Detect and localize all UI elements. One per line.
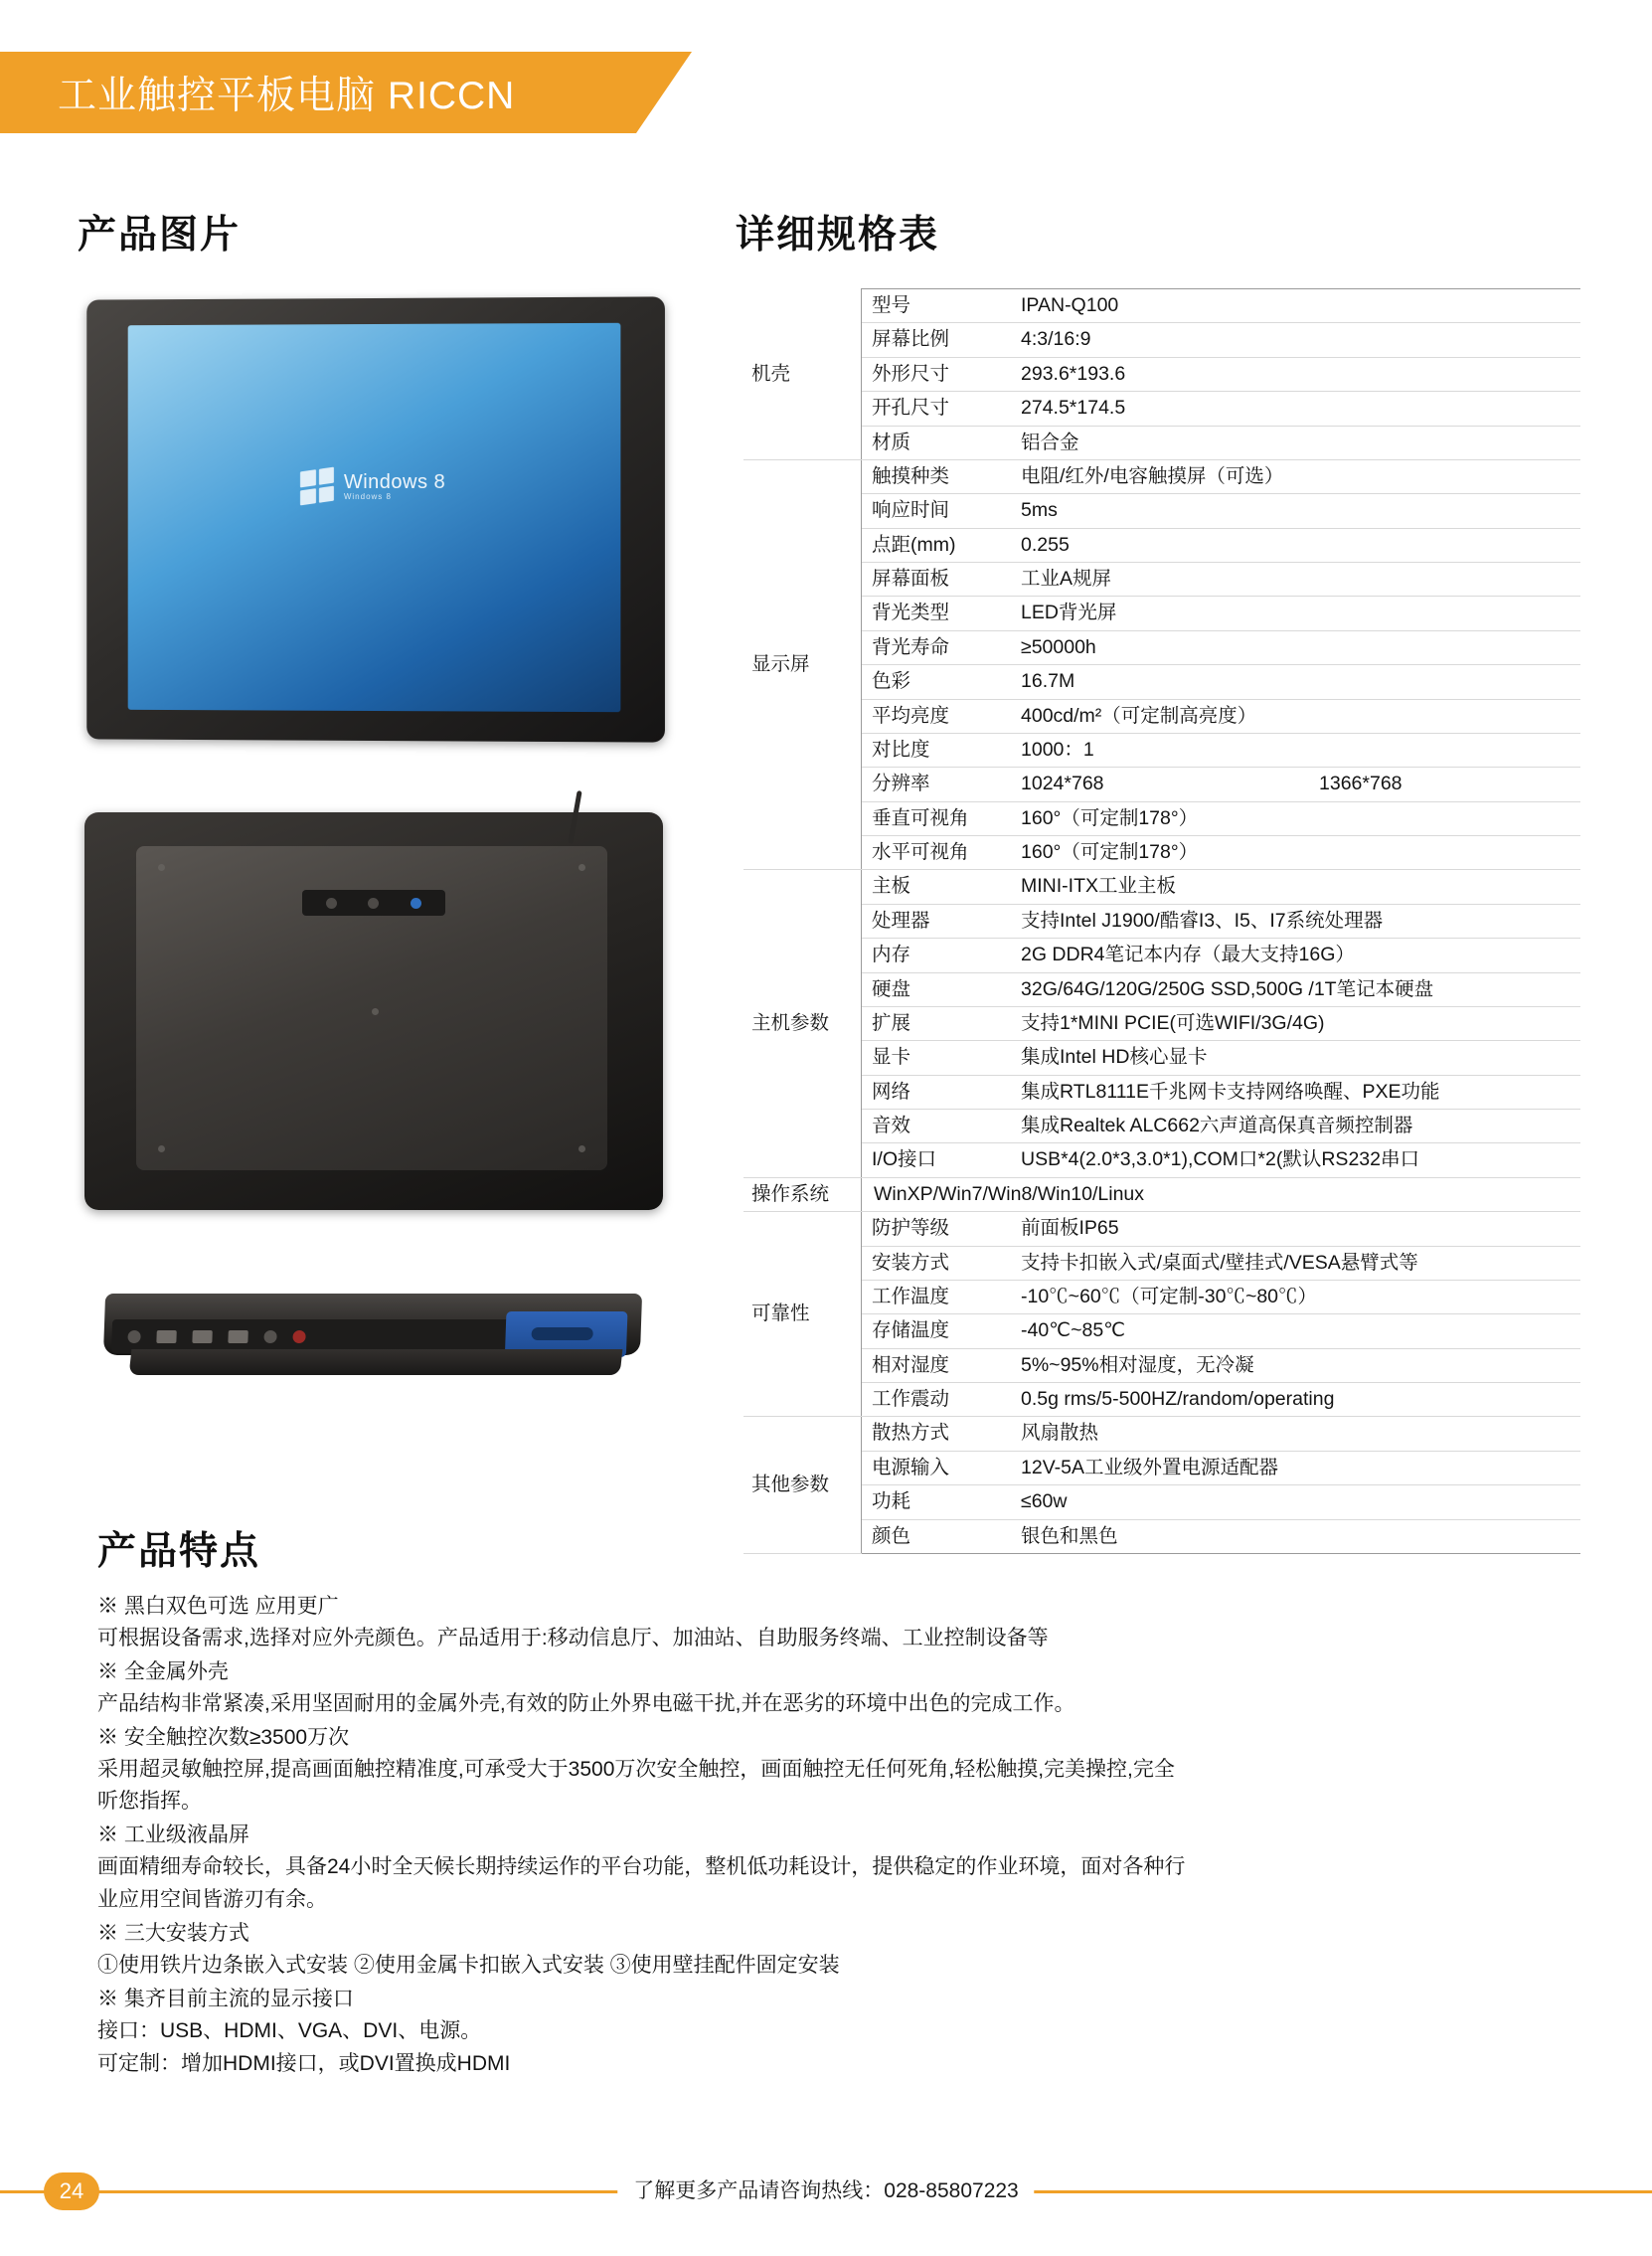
table-row xyxy=(743,1006,1580,1040)
spec-item-label: 屏幕比例 xyxy=(862,323,1010,357)
spec-item-value: -10℃~60℃（可定制-30℃~80℃） xyxy=(1009,1280,1580,1313)
spec-item-label: 色彩 xyxy=(862,665,1010,699)
table-row xyxy=(743,1348,1580,1382)
table-row xyxy=(743,733,1580,767)
product-features-heading: 产品特点 xyxy=(97,1530,261,1573)
spec-item-label: 屏幕面板 xyxy=(862,563,1010,597)
spec-item-value: 铝合金 xyxy=(1009,426,1580,459)
spec-item-label: 颜色 xyxy=(862,1519,1010,1553)
spec-item-value: 32G/64G/120G/250G SSD,500G /1T笔记本硬盘 xyxy=(1009,972,1580,1006)
spec-item-value: 5%~95%相对湿度，无冷凝 xyxy=(1009,1348,1580,1382)
spec-table-heading: 详细规格表 xyxy=(736,214,940,257)
feature-heading: ※ 全金属外壳 xyxy=(97,1659,229,1683)
windows-logo-icon xyxy=(300,469,445,503)
spec-item-value: 1000：1 xyxy=(1009,733,1580,767)
table-row xyxy=(743,323,1580,357)
table-row xyxy=(743,768,1580,801)
spec-item-label: 平均亮度 xyxy=(862,699,1010,733)
page-number-badge: 24 xyxy=(44,2172,99,2210)
io-port-plate xyxy=(111,1319,518,1353)
spec-item-label: 硬盘 xyxy=(862,972,1010,1006)
table-row xyxy=(743,1177,1580,1211)
spec-item-value: 风扇散热 xyxy=(1009,1417,1580,1451)
spec-item-label: 背光类型 xyxy=(862,597,1010,630)
spec-item-label: 响应时间 xyxy=(862,494,1010,528)
spec-item-label: 水平可视角 xyxy=(862,836,1010,870)
table-row xyxy=(743,1246,1580,1280)
spec-group-label: 显示屏 xyxy=(743,459,862,870)
power-port-icon xyxy=(127,1330,140,1343)
io-body xyxy=(103,1294,642,1355)
product-back-view-image xyxy=(84,812,663,1210)
spec-item-label: 材质 xyxy=(862,426,1010,459)
vga-port-icon xyxy=(156,1330,176,1343)
table-row xyxy=(743,1143,1580,1177)
product-image-gallery xyxy=(84,298,671,1399)
product-images-heading: 产品图片 xyxy=(78,214,242,257)
table-row xyxy=(743,563,1580,597)
spec-item-label: 型号 xyxy=(862,289,1010,323)
spec-item-label: 散热方式 xyxy=(862,1417,1010,1451)
spec-item-label: 扩展 xyxy=(862,1006,1010,1040)
product-io-view-image xyxy=(104,1272,641,1399)
spec-item-value: -40℃~85℃ xyxy=(1009,1314,1580,1348)
windows-flag-icon xyxy=(300,467,334,506)
spec-item-value: 2G DDR4笔记本内存（最大支持16G） xyxy=(1009,939,1580,972)
spec-item-value: 工业A规屏 xyxy=(1009,563,1580,597)
table-row xyxy=(743,1383,1580,1417)
table-row xyxy=(743,494,1580,528)
spec-item-value: 293.6*193.6 xyxy=(1009,357,1580,391)
windows-version-sublabel: Windows 8 xyxy=(343,491,392,501)
header-banner xyxy=(0,52,636,133)
table-row xyxy=(743,939,1580,972)
feature-text: 业应用空间皆游刃有余。 xyxy=(97,1888,327,1912)
footer xyxy=(0,2172,1652,2210)
spec-item-label: 点距(mm) xyxy=(862,528,1010,562)
spec-item-label: 分辨率 xyxy=(862,768,1010,801)
spec-item-value: 支持卡扣嵌入式/桌面式/壁挂式/VESA悬臂式等 xyxy=(1009,1246,1580,1280)
mic-port-icon xyxy=(292,1330,305,1343)
feature-text: 可定制：增加HDMI接口，或DVI置换成HDMI xyxy=(97,2051,511,2075)
feature-text: 采用超灵敏触控屏,提高画面触控精准度,可承受大于3500万次安全触控，画面触控无任何死角,轻松触摸,完美操控,完全 xyxy=(97,1757,1175,1781)
spec-item-value: 前面板IP65 xyxy=(1009,1212,1580,1246)
feature-heading: ※ 集齐目前主流的显示接口 xyxy=(97,1987,354,2010)
spec-item-value: 银色和黑色 xyxy=(1009,1519,1580,1553)
spec-group-label: 可靠性 xyxy=(743,1212,862,1417)
table-row xyxy=(743,392,1580,426)
table-row xyxy=(743,665,1580,699)
table-row xyxy=(743,801,1580,835)
spec-item-label: 工作温度 xyxy=(862,1280,1010,1313)
spec-item-value: IPAN-Q100 xyxy=(1009,289,1580,323)
feature-text: 画面精细寿命较长，具备24小时全天候长期持续运作的平台功能，整机低功耗设计，提供稳定的作业环境，面对各种行 xyxy=(97,1855,1186,1879)
table-row xyxy=(743,1314,1580,1348)
spec-item-value: 支持1*MINI PCIE(可选WIFI/3G/4G) xyxy=(1009,1006,1580,1040)
product-screen xyxy=(128,323,621,712)
table-row xyxy=(743,1212,1580,1246)
spec-item-label: 存储温度 xyxy=(862,1314,1010,1348)
spec-item-label: 工作震动 xyxy=(862,1383,1010,1417)
spec-item-value: 16.7M xyxy=(1009,665,1580,699)
spec-item-label: 背光寿命 xyxy=(862,630,1010,664)
table-row xyxy=(743,699,1580,733)
product-front-view-image xyxy=(86,296,665,742)
table-row xyxy=(743,972,1580,1006)
spec-item-value: 0.255 xyxy=(1009,528,1580,562)
feature-heading: ※ 安全触控次数≥3500万次 xyxy=(97,1725,350,1749)
feature-text: 接口：USB、HDMI、VGA、DVI、电源。 xyxy=(97,2018,482,2042)
spec-item-value: 4:3/16:9 xyxy=(1009,323,1580,357)
io-base xyxy=(129,1349,623,1375)
spec-item-label: 内存 xyxy=(862,939,1010,972)
spec-group-label: 主机参数 xyxy=(743,870,862,1177)
windows-version-label: Windows 8 xyxy=(343,470,446,493)
specification-table xyxy=(743,288,1580,1554)
spec-item-value: 电阻/红外/电容触摸屏（可选） xyxy=(1009,459,1580,493)
table-row xyxy=(743,1041,1580,1075)
feature-text: 产品结构非常紧凑,采用坚固耐用的金属外壳,有效的防止外界电磁干扰,并在恶劣的环境中出色的完成工作。 xyxy=(97,1691,1075,1715)
com-port-icon xyxy=(531,1327,592,1340)
spec-item-label: 功耗 xyxy=(862,1485,1010,1519)
table-row xyxy=(743,870,1580,904)
spec-item-label: 触摸种类 xyxy=(862,459,1010,493)
spec-item-label: 音效 xyxy=(862,1110,1010,1143)
spec-item-label: 网络 xyxy=(862,1075,1010,1109)
table-row xyxy=(743,1075,1580,1109)
feature-text: 可根据设备需求,选择对应外壳颜色。产品适用于:移动信息厅、加油站、自助服务终端、工业控制设备等 xyxy=(97,1626,1049,1649)
spec-item-value: 160°（可定制178°） xyxy=(1009,836,1580,870)
spec-item-label: 安装方式 xyxy=(862,1246,1010,1280)
spec-item-label: 外形尺寸 xyxy=(862,357,1010,391)
table-row xyxy=(743,1417,1580,1451)
back-port-strip xyxy=(302,890,445,916)
spec-item-value: 400cd/m²（可定制高亮度） xyxy=(1009,699,1580,733)
audio-port-icon xyxy=(263,1330,276,1343)
spec-item-label: 垂直可视角 xyxy=(862,801,1010,835)
usb-port-icon xyxy=(192,1330,212,1343)
table-row xyxy=(743,1451,1580,1484)
table-row xyxy=(743,1485,1580,1519)
table-row xyxy=(743,1519,1580,1553)
spec-item-value: ≥50000h xyxy=(1009,630,1580,664)
table-row xyxy=(743,357,1580,391)
feature-heading: ※ 工业级液晶屏 xyxy=(97,1823,249,1847)
spec-item-value: WinXP/Win7/Win8/Win10/Linux xyxy=(862,1177,1581,1211)
table-row xyxy=(743,1280,1580,1313)
lan-port-icon xyxy=(228,1330,248,1343)
spec-item-label: 电源输入 xyxy=(862,1451,1010,1484)
table-row xyxy=(743,459,1580,493)
product-features-list xyxy=(97,1589,1559,2081)
spec-item-value: 12V-5A工业级外置电源适配器 xyxy=(1009,1451,1580,1484)
spec-item-value: 1024*768 1366*768 xyxy=(1009,768,1580,801)
spec-item-label: 处理器 xyxy=(862,904,1010,938)
spec-item-value: ≤60w xyxy=(1009,1485,1580,1519)
spec-group-label: 机壳 xyxy=(743,289,862,460)
table-row xyxy=(743,630,1580,664)
spec-item-label: 相对湿度 xyxy=(862,1348,1010,1382)
spec-item-value: 集成Realtek ALC662六声道高保真音频控制器 xyxy=(1009,1110,1580,1143)
feature-heading: ※ 黑白双色可选 应用更广 xyxy=(97,1595,339,1618)
spec-item-label: 显卡 xyxy=(862,1041,1010,1075)
spec-item-value: 5ms xyxy=(1009,494,1580,528)
spec-item-value: 274.5*174.5 xyxy=(1009,392,1580,426)
spec-item-value: USB*4(2.0*3,3.0*1),COM口*2(默认RS232串口 xyxy=(1009,1143,1580,1177)
spec-group-label: 操作系统 xyxy=(743,1177,862,1211)
spec-item-value: 0.5g rms/5-500HZ/random/operating xyxy=(1009,1383,1580,1417)
spec-item-value: 160°（可定制178°） xyxy=(1009,801,1580,835)
spec-item-label: 防护等级 xyxy=(862,1212,1010,1246)
table-row xyxy=(743,289,1580,323)
spec-item-value: 集成Intel HD核心显卡 xyxy=(1009,1041,1580,1075)
spec-item-value: MINI-ITX工业主板 xyxy=(1009,870,1580,904)
footer-contact-text: 了解更多产品请咨询热线：028-85807223 xyxy=(617,2174,1034,2204)
spec-item-label: 开孔尺寸 xyxy=(862,392,1010,426)
spec-item-label: 主板 xyxy=(862,870,1010,904)
table-row xyxy=(743,836,1580,870)
page-title: 工业触控平板电脑 RICCN xyxy=(58,75,516,117)
table-row xyxy=(743,597,1580,630)
feature-text: 听您指挥。 xyxy=(97,1790,202,1814)
spec-group-label: 其他参数 xyxy=(743,1417,862,1554)
spec-item-value: LED背光屏 xyxy=(1009,597,1580,630)
spec-item-value: 支持Intel J1900/酷睿I3、I5、I7系统处理器 xyxy=(1009,904,1580,938)
feature-heading: ※ 三大安装方式 xyxy=(97,1922,249,1946)
spec-item-value: 集成RTL8111E千兆网卡支持网络唤醒、PXE功能 xyxy=(1009,1075,1580,1109)
table-row xyxy=(743,528,1580,562)
spec-item-label: 对比度 xyxy=(862,733,1010,767)
table-row xyxy=(743,1110,1580,1143)
table-row xyxy=(743,904,1580,938)
spec-item-label: I/O接口 xyxy=(862,1143,1010,1177)
feature-text: ①使用铁片边条嵌入式安装 ②使用金属卡扣嵌入式安装 ③使用壁挂配件固定安装 xyxy=(97,1953,840,1977)
table-row xyxy=(743,426,1580,459)
antenna-icon xyxy=(568,790,581,844)
